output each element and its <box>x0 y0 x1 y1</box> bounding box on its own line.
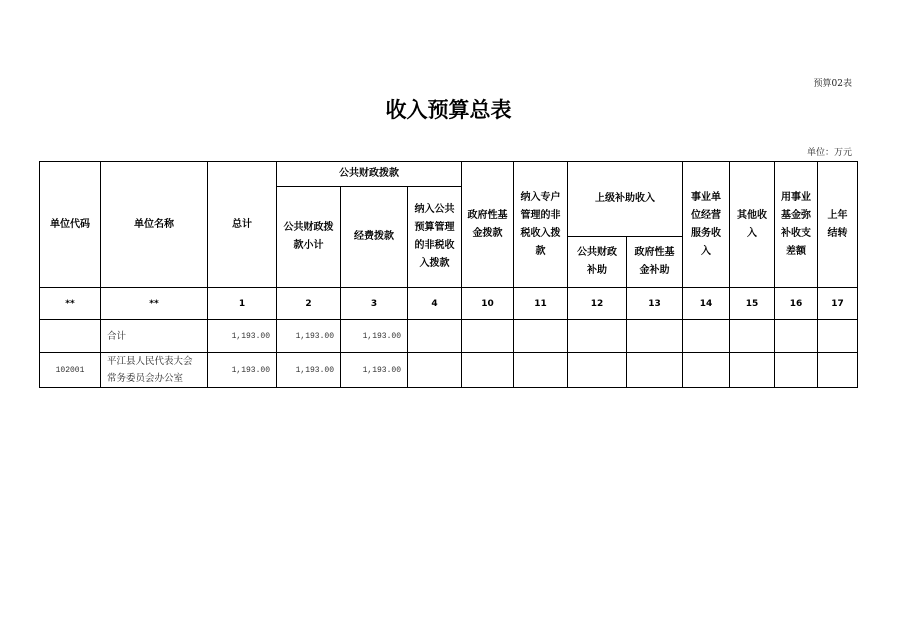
header-superior-subsidy-group <box>568 162 683 237</box>
cell-business-service-income <box>683 320 730 353</box>
header-career-fund-offset <box>775 162 818 288</box>
cell-government-fund <box>462 320 514 353</box>
index-cell: 15 <box>730 288 775 320</box>
header-public-finance-group-label: 公共财政拨款 <box>339 168 399 179</box>
cell-non-tax-in-budget <box>408 353 462 388</box>
header-unit-name-label: 单位名称 <box>134 218 174 230</box>
cell-unit-name <box>101 353 208 388</box>
header-public-finance-subsidy-label: 公共财政补助 <box>577 247 617 276</box>
header-other-income-label: 其他收入 <box>737 209 767 239</box>
cell-career-fund-offset <box>775 320 818 353</box>
header-business-service-income <box>683 162 730 288</box>
header-prior-year-carryover-label: 上年结转 <box>827 209 848 239</box>
unit-note: 单位：万元 <box>806 148 852 158</box>
cell-other-income <box>730 353 775 388</box>
cell-non-tax-special-account <box>514 353 568 388</box>
header-non-tax-special-account <box>514 162 568 288</box>
form-number: 预算02表 <box>813 79 852 89</box>
header-government-fund <box>462 162 514 288</box>
header-non-tax-in-budget-label: 纳入公共预算管理的非税收入拨款 <box>414 204 455 269</box>
header-unit-code-label: 单位代码 <box>50 218 90 230</box>
header-public-finance-subtotal <box>277 187 341 288</box>
cell-other-income <box>730 320 775 353</box>
header-operating-funds-label: 经费拨款 <box>354 231 394 242</box>
cell-non-tax-special-account <box>514 320 568 353</box>
cell-government-fund-subsidy <box>627 353 683 388</box>
income-budget-table <box>39 161 858 388</box>
cell-operating-funds: 1,193.00 <box>341 353 408 388</box>
header-government-fund-subsidy <box>627 237 683 288</box>
header-prior-year-carryover <box>818 162 858 288</box>
cell-public-finance-subsidy <box>568 320 627 353</box>
index-cell: 2 <box>277 288 341 320</box>
cell-unit-name-text: 平江县人民代表大会常务委员会办公室 <box>107 356 193 384</box>
cell-unit-name-text: 合计 <box>107 330 127 342</box>
cell-government-fund-subsidy <box>627 320 683 353</box>
header-total <box>208 162 277 288</box>
index-cell: 12 <box>568 288 627 320</box>
index-cell: 17 <box>818 288 858 320</box>
header-public-finance-subsidy <box>568 237 627 288</box>
cell-unit-name <box>101 320 208 353</box>
header-government-fund-subsidy-label: 政府性基金补助 <box>634 247 675 276</box>
index-cell: 10 <box>462 288 514 320</box>
cell-total: 1,193.00 <box>208 353 277 388</box>
header-government-fund-label: 政府性基金拨款 <box>467 209 508 239</box>
cell-total: 1,193.00 <box>208 320 277 353</box>
header-public-finance-group <box>277 162 462 187</box>
cell-business-service-income <box>683 353 730 388</box>
header-career-fund-offset-label: 用事业基金弥补收支差额 <box>781 191 811 257</box>
index-cell: 16 <box>775 288 818 320</box>
header-total-label: 总计 <box>232 218 252 230</box>
index-cell: ** <box>40 288 101 320</box>
cell-career-fund-offset <box>775 353 818 388</box>
cell-unit-code: 102001 <box>40 353 101 388</box>
header-operating-funds <box>341 187 408 288</box>
cell-operating-funds: 1,193.00 <box>341 320 408 353</box>
cell-government-fund <box>462 353 514 388</box>
page-title: 收入预算总表 <box>385 98 512 122</box>
index-cell: 13 <box>627 288 683 320</box>
index-cell: 1 <box>208 288 277 320</box>
cell-public-finance-subsidy <box>568 353 627 388</box>
header-other-income <box>730 162 775 288</box>
header-public-finance-subtotal-label: 公共财政拨款小计 <box>283 222 334 251</box>
header-business-service-income-label: 事业单位经营服务收入 <box>691 191 721 257</box>
cell-unit-code <box>40 320 101 353</box>
header-non-tax-in-budget <box>408 187 462 288</box>
index-cell: 3 <box>341 288 408 320</box>
index-cell: 4 <box>408 288 462 320</box>
cell-non-tax-in-budget <box>408 320 462 353</box>
header-superior-subsidy-group-label: 上级补助收入 <box>595 193 655 204</box>
index-cell: 11 <box>514 288 568 320</box>
cell-public-finance-subtotal: 1,193.00 <box>277 320 341 353</box>
cell-prior-year-carryover <box>818 353 858 388</box>
header-unit-code <box>40 162 101 288</box>
index-cell: ** <box>101 288 208 320</box>
cell-prior-year-carryover <box>818 320 858 353</box>
header-unit-name <box>101 162 208 288</box>
index-cell: 14 <box>683 288 730 320</box>
cell-public-finance-subtotal: 1,193.00 <box>277 353 341 388</box>
header-non-tax-special-account-label: 纳入专户管理的非税收入拨款 <box>520 191 561 257</box>
